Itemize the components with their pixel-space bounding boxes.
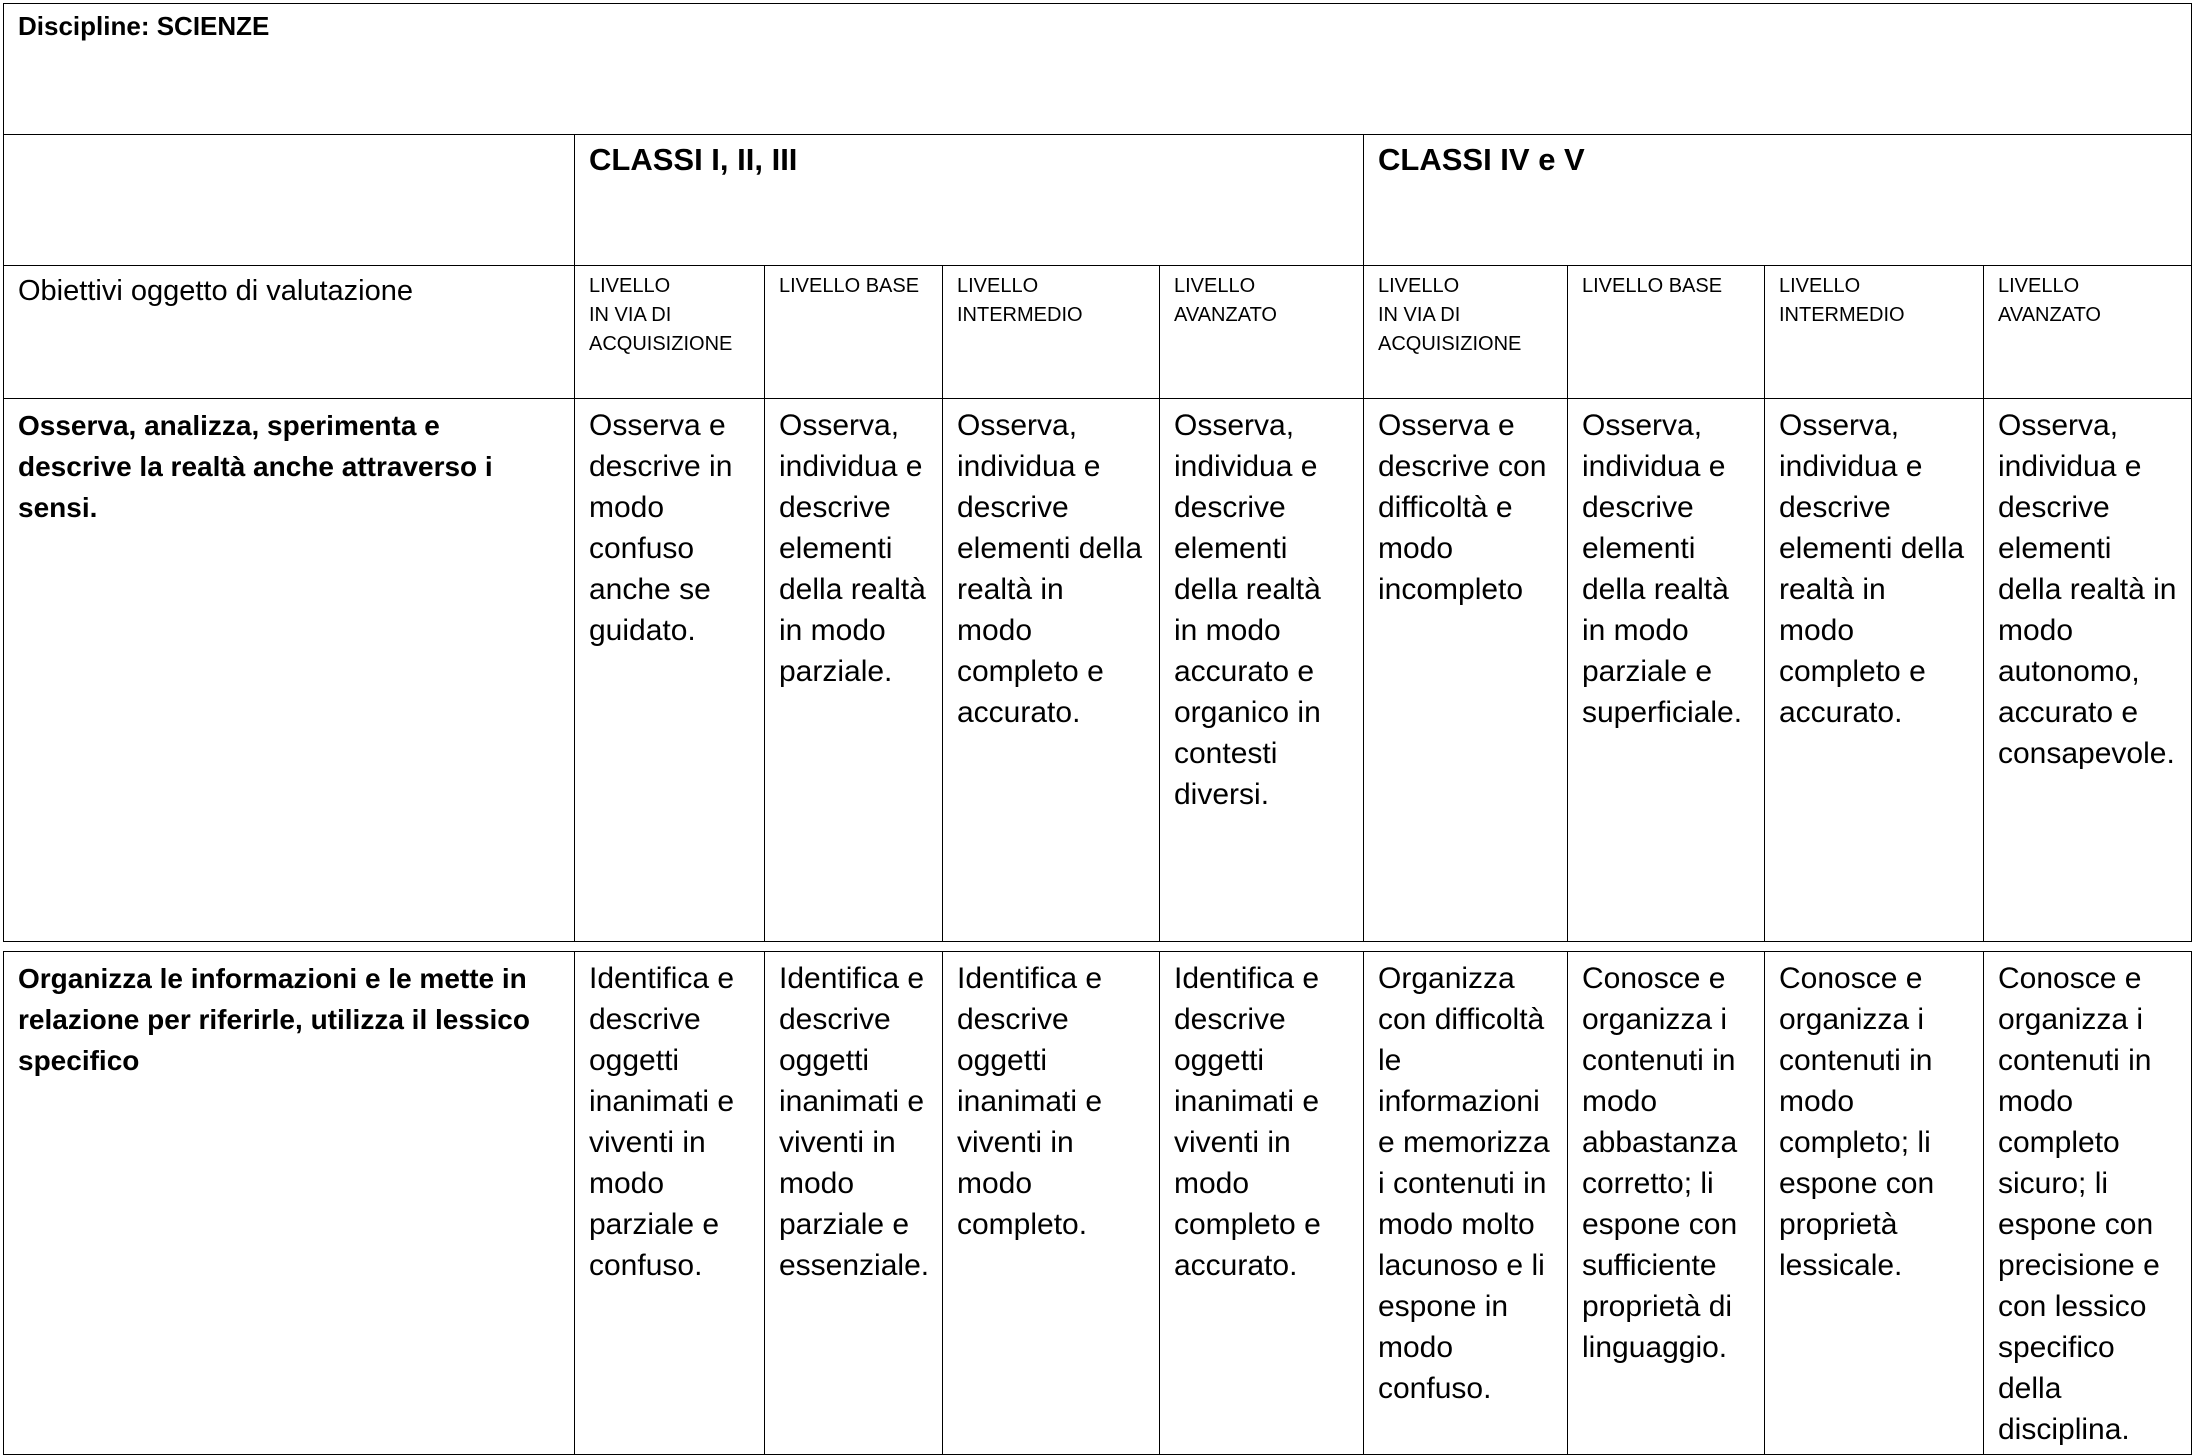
level-description: Osserva, individua e descrive elementi della realtà in modo completo e accurato. bbox=[943, 399, 1160, 942]
level-header: LIVELLO INTERMEDIO bbox=[1765, 266, 1984, 399]
evaluation-table bbox=[3, 3, 2192, 942]
level-description: Identifica e descrive oggetti inanimati e viventi in modo completo e accurato. bbox=[1160, 952, 1364, 1455]
level-description: Osserva, individua e descrive elementi della realtà in modo parziale e superficiale. bbox=[1568, 399, 1765, 942]
objective-row bbox=[4, 952, 2192, 1455]
level-header: LIVELLO BASE bbox=[765, 266, 943, 399]
level-description: Conosce e organizza i contenuti in modo completo sicuro; li espone con precisione e con lessico specifico della disciplina. bbox=[1984, 952, 2192, 1455]
level-description: Osserva, individua e descrive elementi della realtà in modo accurato e organico in contesti diversi. bbox=[1160, 399, 1364, 942]
discipline-title: Discipline: SCIENZE bbox=[4, 4, 2192, 135]
level-header: LIVELLO BASE bbox=[1568, 266, 1765, 399]
level-description: Osserva, individua e descrive elementi della realtà in modo completo e accurato. bbox=[1765, 399, 1984, 942]
class-group-row bbox=[4, 135, 2192, 266]
level-description: Conosce e organizza i contenuti in modo completo; li espone con proprietà lessicale. bbox=[1765, 952, 1984, 1455]
level-header: LIVELLO AVANZATO bbox=[1984, 266, 2192, 399]
class-group-1-3: CLASSI I, II, III bbox=[575, 135, 1364, 266]
objective-row bbox=[4, 399, 2192, 942]
class-group-4-5: CLASSI IV e V bbox=[1364, 135, 2192, 266]
objective-title: Organizza le informazioni e le mette in relazione per riferirle, utilizza il lessico specifico bbox=[4, 952, 575, 1455]
level-description: Identifica e descrive oggetti inanimati e viventi in modo completo. bbox=[943, 952, 1160, 1455]
level-description: Conosce e organizza i contenuti in modo abbastanza corretto; li espone con sufficiente proprietà di linguaggio. bbox=[1568, 952, 1765, 1455]
level-header: LIVELLO IN VIA DI ACQUISIZIONE bbox=[575, 266, 765, 399]
level-description: Identifica e descrive oggetti inanimati e viventi in modo parziale e essenziale. bbox=[765, 952, 943, 1455]
level-description: Organizza con difficoltà le informazioni e memorizza i contenuti in modo molto lacunoso e li espone in modo confuso. bbox=[1364, 952, 1568, 1455]
level-header: LIVELLO IN VIA DI ACQUISIZIONE bbox=[1364, 266, 1568, 399]
objectives-header: Obiettivi oggetto di valutazione bbox=[4, 266, 575, 399]
title-row bbox=[4, 4, 2192, 135]
objective-title: Osserva, analizza, sperimenta e descrive la realtà anche attraverso i sensi. bbox=[4, 399, 575, 942]
level-description: Osserva e descrive in modo confuso anche se guidato. bbox=[575, 399, 765, 942]
level-header-row bbox=[4, 266, 2192, 399]
level-header: LIVELLO AVANZATO bbox=[1160, 266, 1364, 399]
level-description: Osserva, individua e descrive elementi della realtà in modo autonomo, accurato e consapevole. bbox=[1984, 399, 2192, 942]
level-description: Osserva e descrive con difficoltà e modo incompleto bbox=[1364, 399, 1568, 942]
level-header: LIVELLO INTERMEDIO bbox=[943, 266, 1160, 399]
empty-header-cell bbox=[4, 135, 575, 266]
evaluation-table-continued bbox=[3, 951, 2192, 1455]
level-description: Osserva, individua e descrive elementi della realtà in modo parziale. bbox=[765, 399, 943, 942]
level-description: Identifica e descrive oggetti inanimati e viventi in modo parziale e confuso. bbox=[575, 952, 765, 1455]
